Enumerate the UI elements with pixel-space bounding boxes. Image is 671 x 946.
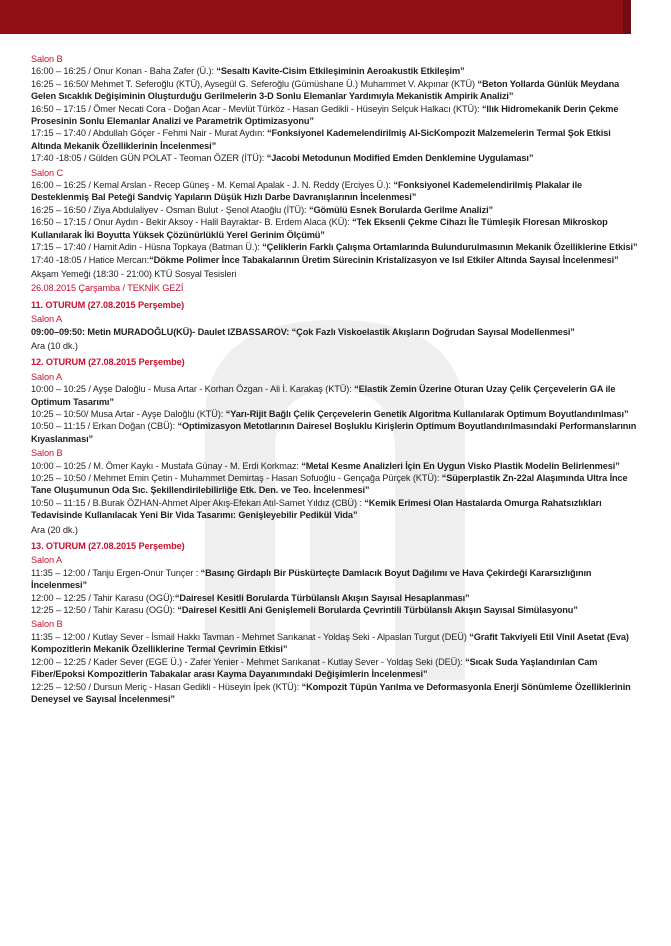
entry-title: “Metal Kesme Analizleri İçin En Uygun Visko Plastik Modelin Belirlenmesi” — [301, 460, 620, 471]
schedule-entry — [31, 103, 639, 128]
schedule-content — [31, 51, 639, 705]
entry-title: “Elastik Zemin Üzerine Oturan Uzay Çelik Çerçevelerin GA ile Optimum Tasarımı” — [31, 384, 616, 407]
entry-title: “Basınç Girdaplı Bir Püskürteçte Damlacık Boyut Dağılımı ve Hava Çekirdeği Kararsızlığının İncelenmesi” — [31, 567, 592, 591]
entry-time-authors: 10:00 – 10:25 / M. Ömer Kaykı - Mustafa Günay - M. Erdi Korkmaz: — [31, 460, 302, 471]
entry-time-authors: 17:40 -18:05 / Gülden GÜN POLAT - Teoman ÖZER (İTÜ): — [31, 153, 267, 164]
entry-time-authors: 16:50 – 17:15 / Ömer Necati Cora - Doğan Acar - Mevlüt Türköz - Hasan Gedikli - Hüseyin Selçuk Halkacı (KTÜ): — [31, 103, 482, 114]
salon-heading: Salon B — [31, 54, 63, 64]
entry-time-authors: 11:35 – 12:00 / Kutlay Sever - İsmail Hakkı Tavman - Mehmet Sarıkanat - Yoldaş Seki - Alpaslan Turgut (DEÜ) — [31, 631, 470, 642]
entry-title: “Gömülü Esnek Borularda Gerilme Analizi” — [308, 204, 494, 215]
salon-heading: Salon A — [31, 555, 62, 566]
entry-time-authors: 16:00 – 16:25 / Onur Konan - Baha Zafer (Ü.): — [31, 66, 217, 77]
schedule-entry — [31, 567, 639, 592]
entry-title: “Optimizasyon Metotlarının Dairesel Boşluklu Kirişlerin Optimum Boyutlandırılmasındaki Performanslarının Kıyaslanması” — [31, 421, 637, 444]
session-heading: 12. OTURUM (27.08.2015 Perşembe) — [31, 357, 185, 368]
schedule-entry — [31, 497, 639, 522]
entry-time-authors: 17:40 -18:05 / Hatice Mercan: — [31, 254, 150, 265]
schedule-entry — [31, 460, 639, 472]
entry-time-authors: 10:25 – 10:50 / Mehmet Emin Çetin - Muhammet Demirtaş - Hasan Sofuoğlu - Gençağa Pürçek (KTÜ): — [31, 473, 442, 483]
salon-heading: Salon A — [31, 314, 62, 325]
entry-time-authors: 16:00 – 16:25 / Kemal Arslan - Recep Güneş - M. Kemal Apalak - J. N. Reddy (Erciyes Ü.): — [31, 180, 394, 191]
header-bar — [0, 0, 671, 34]
schedule-entry — [31, 326, 639, 338]
entry-title: “Çok Fazlı Viskoelastik Akışların Doğrudan Sayısal Modellenmesi” — [291, 326, 575, 337]
salon-heading: Salon A — [31, 371, 62, 382]
schedule-entry — [31, 179, 639, 204]
entry-time-authors: 17:15 – 17:40 / Abdullah Göçer - Fehmi Nair - Murat Aydın: — [31, 128, 267, 139]
salon-heading: Salon B — [31, 619, 63, 630]
entry-time-authors: 12:00 – 12:25 / Tahir Karasu (OGÜ): — [31, 592, 175, 603]
entry-title: “Ilık Hidromekanik Derin Çekme Prosesinin Sonlu Elemanlar Analizi ve Parametrik Optimizasyonu” — [31, 103, 619, 127]
entry-title: “Dökme Polimer İnce Tabakalarının Üretim Sürecinin Kristalizasyon ve Isıl Etkiler Altında Sayısal İncelenmesi” — [149, 254, 619, 265]
schedule-entry — [31, 408, 639, 420]
entry-time-authors: 16:50 – 17:15 / Onur Aydın - Bekir Aksoy - Halil Bayraktar- B. Erdem Alaca (KÜ): — [31, 217, 353, 228]
break-line: Akşam Yemeği (18:30 - 21:00) KTÜ Sosyal Tesisleri — [31, 268, 237, 279]
schedule-entry — [31, 65, 639, 77]
entry-title: “Sıcak Suda Yaşlandırılan Cam Fiber/Epoksi Kompozitlerin Tabakalar arası Kayma Dayanımındaki Değişimlerin İncelenmesi” — [31, 656, 598, 680]
entry-time-authors: 11:35 – 12:00 / Tanju Ergen-Onur Tunçer : — [31, 567, 201, 578]
schedule-entry — [31, 127, 639, 152]
entry-time-authors: 09:00–09:50: Metin MURADOĞLU(KÜ)- Daulet IZBASSAROV: — [31, 326, 292, 337]
schedule-entry — [31, 631, 639, 656]
entry-title: “Fonksiyonel Kademelendirilmiş Al-SicKompozit Malzemelerin Termal Şok Etkisi Altında Mekanik Özelliklerinin İncelenmesi” — [31, 128, 611, 151]
schedule-entry — [31, 383, 639, 408]
entry-title: “Dairesel Kesitli Borularda Türbülanslı Akışın Sayısal Hesaplanması” — [174, 592, 470, 603]
session-heading: 13. OTURUM (27.08.2015 Perşembe) — [31, 541, 185, 552]
entry-time-authors: 12:25 – 12:50 / Tahir Karasu (OGÜ): — [31, 605, 178, 616]
entry-time-authors: 12:25 – 12:50 / Dursun Meriç - Hasan Gedikli - Hüseyin İpek (KTÜ): — [31, 681, 302, 692]
schedule-entry — [31, 254, 639, 266]
salon-heading: Salon B — [31, 448, 63, 459]
schedule-entry — [31, 592, 639, 604]
entry-time-authors: 16:25 – 16:50 / Ziya Abdulaliyev - Osman Bulut - Şenol Ataoğlu (İTÜ): — [31, 204, 309, 215]
entry-title: “Dairesel Kesitli Ani Genişlemeli Borularda Çevrintili Türbülanslı Akışın Sayısal Simülasyonu” — [177, 605, 578, 616]
entry-title: “Tek Eksenli Çekme Cihazı İle Tümleşik Floresan Mikroskop Kullanılarak İki Boyutta Yüksek Çözünürlüklü Yerel Gerinim Ölçümü” — [31, 217, 608, 240]
entry-time-authors: 16:25 – 16:50/ Mehmet T. Seferoğlu (KTÜ), Aysegül G. Seferoğlu (Gümüshane Ü.) Muhammet V. Akpınar (KTÜ) — [31, 78, 478, 89]
entry-time-authors: 10:00 – 10:25 / Ayşe Daloğlu - Musa Artar - Korhan Özgan - Ali İ. Karakaş (KTÜ): — [31, 384, 355, 395]
trip-date-line: 26.08.2015 Çarşamba / TEKNİK GEZİ — [31, 283, 184, 294]
entry-title: “Çeliklerin Farklı Çalışma Ortamlarında Bulundurulmasının Mekanik Özelliklerine Etkisi” — [262, 242, 638, 253]
schedule-entry — [31, 604, 639, 616]
entry-time-authors: 10:50 – 11:15 / B.Burak ÖZHAN-Ahmet Alper Akış-Efekan Atıl-Samet Yıldız (CBÜ) : — [31, 497, 365, 508]
schedule-entry — [31, 420, 639, 445]
entry-time-authors: 10:25 – 10:50/ Musa Artar - Ayşe Daloğlu (KTÜ): — [31, 408, 226, 419]
break-line: Ara (10 dk.) — [31, 340, 78, 351]
schedule-entry — [31, 472, 639, 497]
header-corner-tab — [630, 0, 671, 34]
entry-title: “Süperplastik Zn-22al Alaşımında Ultra İnce Tane Oluşumunun Oda Sıc. Şekillendirilebilirliğe Etk. Den. ve Teo. İncelenmesi” — [31, 473, 628, 496]
schedule-entry — [31, 78, 639, 103]
entry-title: “Yarı-Rijit Bağlı Çelik Çerçevelerin Genetik Algoritma Kullanılarak Optimum Boyutlandırılması” — [225, 408, 629, 419]
schedule-entry — [31, 656, 639, 681]
entry-title: “Grafit Takviyeli Etil Vinil Asetat (Eva) Kompozitlerin Mekanik Özelliklerine Termal Çevrimin Etkisi” — [31, 631, 629, 655]
break-line: Ara (20 dk.) — [31, 524, 78, 535]
entry-title: “Jacobi Metodunun Modified Emden Denklemine Uygulaması” — [266, 153, 534, 164]
entry-time-authors: 10:50 – 11:15 / Erkan Doğan (CBÜ): — [31, 421, 178, 432]
session-heading: 11. OTURUM (27.08.2015 Perşembe) — [31, 299, 185, 310]
entry-title: “Sesaltı Kavite-Cisim Etkileşiminin Aeroakustik Etkileşim” — [216, 66, 465, 77]
schedule-entry — [31, 152, 639, 164]
entry-title: “Fonksiyonel Kademelendirilmiş Plakalar ile Desteklenmiş Bal Peteği Sandviç Yapıların Düşük Hızlı Darbe Davranışlarının İncelenmesi” — [31, 180, 583, 203]
entry-title: “Beton Yollarda Günlük Meydana Gelen Sıcaklık Değişiminin Oluşturduğu Gerilmelerin 3-D Sonlu Elemanlar Yardımıyla Mekanistik Ampirik Analizi” — [31, 78, 620, 102]
entry-title: “Kompozit Tüpün Yarılma ve Deformasyonla Enerji Sönümleme Özelliklerinin Deneysel ve Sayısal İncelenmesi” — [31, 681, 631, 704]
entry-time-authors: 12:00 – 12:25 / Kader Sever (EGE Ü.) - Zafer Yenier - Mehmet Sarıkanat - Kutlay Sever - Yoldaş Seki (DEÜ): — [31, 656, 466, 667]
entry-title: “Kemik Erimesi Olan Hastalarda Omurga Rahatsızlıkları Tedavisinde Kullanılacak Yeni Bir Vida Tasarımı: Genişleyebilir Pedikül Vida” — [31, 497, 602, 521]
schedule-entry — [31, 216, 639, 241]
schedule-entry — [31, 241, 639, 253]
schedule-entry — [31, 204, 639, 216]
salon-heading: Salon C — [31, 167, 63, 178]
entry-time-authors: 17:15 – 17:40 / Hamit Adin - Hüsna Topkaya (Batman Ü.): — [31, 242, 263, 253]
schedule-entry — [31, 681, 639, 706]
